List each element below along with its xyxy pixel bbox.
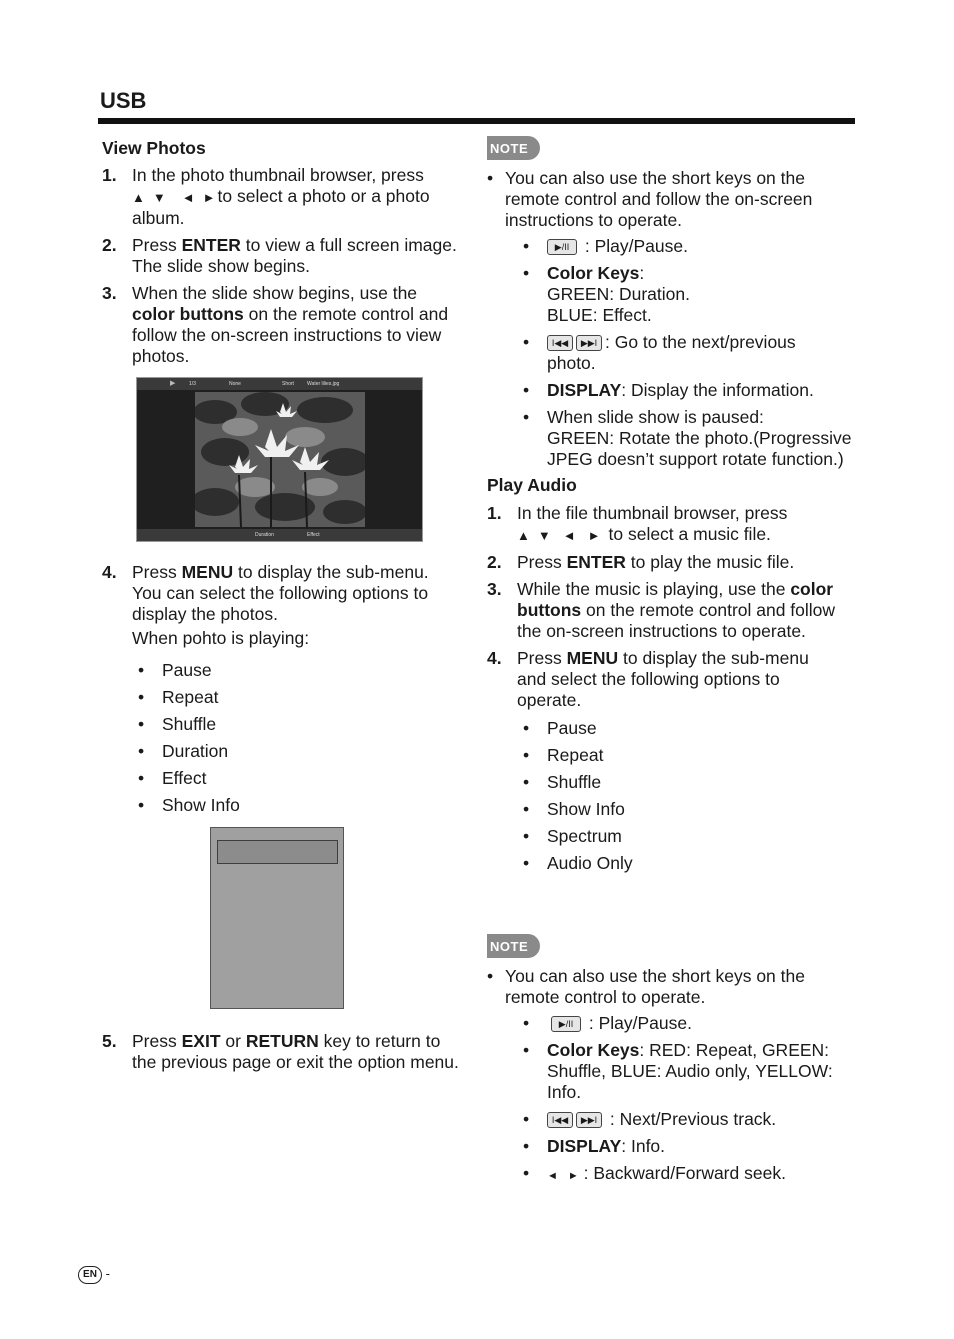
step-text: In the file thumbnail browser, press xyxy=(517,503,788,523)
exit-key-label: EXIT xyxy=(181,1031,221,1051)
note-text: BLUE: Effect. xyxy=(547,305,652,325)
menu-key-label: MENU xyxy=(181,562,234,582)
step-text: to display the sub-menu. You can select the following options to display the photos. xyxy=(132,562,429,624)
list-item: • Pause xyxy=(487,718,837,739)
previous-key-icon: I◀◀ xyxy=(547,335,573,351)
step-text: When the slide show begins, use the xyxy=(132,283,418,303)
note-text: : Display the information. xyxy=(621,380,814,400)
step-number: 3. xyxy=(102,283,117,303)
note-text: : xyxy=(639,263,645,283)
audio-step-1 xyxy=(487,503,837,546)
note-item-display xyxy=(487,1136,847,1157)
arrow-down-icon: ▼ xyxy=(537,528,551,543)
photo-step-1 xyxy=(102,165,462,229)
list-item: • Shuffle xyxy=(102,714,462,735)
osd-effect-label: Effect xyxy=(307,532,320,538)
play-audio-heading: Play Audio xyxy=(487,475,577,495)
previous-key-icon: I◀◀ xyxy=(547,1112,573,1128)
audio-step-2 xyxy=(487,552,837,573)
arrow-left-icon: ◄ xyxy=(562,528,576,543)
step-text: Press xyxy=(132,1031,182,1051)
list-item: • Spectrum xyxy=(487,826,837,847)
photo-options-list xyxy=(102,660,462,816)
color-buttons-label: color buttons xyxy=(132,304,244,324)
osd-top-bar xyxy=(137,378,422,390)
note-item-display xyxy=(487,380,882,401)
note-item-color-keys xyxy=(487,263,882,326)
osd-filename: Water lilies.jpg xyxy=(307,381,340,387)
step-number: 4. xyxy=(487,648,502,668)
note-text: : RED: Repeat, GREEN: Shuffle, BLUE: Audio only, YELLOW: Info. xyxy=(547,1040,833,1102)
step-text: or xyxy=(220,1031,246,1051)
note-text: : Next/Previous track. xyxy=(605,1109,777,1129)
return-key-label: RETURN xyxy=(245,1031,319,1051)
step-number: 5. xyxy=(102,1031,117,1051)
list-item: • Shuffle xyxy=(487,772,837,793)
submenu-screenshot xyxy=(210,827,344,1009)
osd-bottom-bar xyxy=(137,529,422,541)
note-text: GREEN: Duration. xyxy=(547,284,690,304)
step-text: to select a music file. xyxy=(608,524,771,544)
view-photos-heading: View Photos xyxy=(102,138,206,158)
note-text: : Play/Pause. xyxy=(584,1013,692,1033)
step-text: on the remote control and follow the on-screen instructions to view photos. xyxy=(132,304,449,366)
arrow-left-icon: ◄ xyxy=(547,1170,558,1182)
note-intro: • You can also use the short keys on the remote control to operate. xyxy=(487,966,845,1008)
right-column-audio xyxy=(487,475,837,874)
list-item: • Pause xyxy=(102,660,462,681)
note-item-play-pause xyxy=(487,236,882,257)
step-number: 4. xyxy=(102,562,117,582)
photo-step-3 xyxy=(102,283,462,367)
note-text: When slide show is paused: xyxy=(547,407,764,427)
next-key-icon: ▶▶I xyxy=(576,1112,602,1128)
color-keys-label: Color Keys xyxy=(547,263,640,283)
note-text: : Info. xyxy=(621,1136,666,1156)
step-text: While the music is playing, use the xyxy=(517,579,791,599)
note-intro: • You can also use the short keys on the remote control and follow the on-screen instructions to operate. xyxy=(487,168,855,231)
osd-duration: Short xyxy=(282,381,294,387)
enter-key-label: ENTER xyxy=(181,235,241,255)
note-text: : Backward/Forward seek. xyxy=(578,1163,786,1183)
step-text: on the remote control and follow the on-screen instructions to operate. xyxy=(517,600,836,641)
note-text: : Play/Pause. xyxy=(580,236,688,256)
page-title: USB xyxy=(100,88,147,113)
step-subtext: When pohto is playing: xyxy=(132,628,310,648)
list-item: • Repeat xyxy=(102,687,462,708)
note-item-paused xyxy=(487,407,887,470)
arrow-down-icon: ▼ xyxy=(152,190,166,205)
note-text: : Go to the next/previous photo. xyxy=(547,332,796,373)
audio-step-3 xyxy=(487,579,837,642)
photo-slideshow-screenshot xyxy=(136,377,423,542)
step-number: 2. xyxy=(487,552,502,572)
play-pause-key-icon: ▶/II xyxy=(551,1016,581,1032)
step-text: to display the sub-menu and select the following options to operate. xyxy=(517,648,809,710)
step-text: Press xyxy=(517,648,567,668)
note-badge: NOTE xyxy=(487,934,540,958)
arrow-right-icon: ► xyxy=(587,528,601,543)
step-number: 3. xyxy=(487,579,502,599)
step-text: In the photo thumbnail browser, press xyxy=(132,165,424,185)
list-item: • Show Info xyxy=(102,795,462,816)
left-column-bottom xyxy=(102,1031,462,1073)
osd-repeat: None xyxy=(229,381,241,387)
menu-key-label: MENU xyxy=(566,648,619,668)
list-item: • Effect xyxy=(102,768,462,789)
color-buttons-label: color buttons xyxy=(517,579,834,620)
color-keys-label: Color Keys xyxy=(547,1040,640,1060)
note-badge: NOTE xyxy=(487,136,540,160)
osd-play-icon: ▶ xyxy=(170,380,176,387)
step-text: Press xyxy=(132,562,182,582)
audio-step-4 xyxy=(487,648,837,711)
water-lilies-photo xyxy=(195,392,365,527)
arrow-right-icon: ► xyxy=(202,190,216,205)
play-pause-key-icon: ▶/II xyxy=(547,239,577,255)
right-column-note2 xyxy=(487,934,847,1187)
step-text: to view a full screen image. The slide show begins. xyxy=(132,235,457,276)
osd-duration-label: Duration xyxy=(255,532,274,538)
note-item-play-pause xyxy=(487,1013,847,1034)
step-text: key to return to the previous page or exit the option menu. xyxy=(132,1031,459,1072)
step-number: 1. xyxy=(487,503,502,523)
note-item-next-prev xyxy=(487,332,847,374)
next-key-icon: ▶▶I xyxy=(576,335,602,351)
arrow-right-icon: ► xyxy=(567,1170,579,1182)
left-column-lower xyxy=(102,562,462,816)
arrow-up-icon: ▲ xyxy=(517,528,530,543)
osd-index: 1/3 xyxy=(189,381,196,387)
audio-options-list xyxy=(487,718,837,874)
right-column xyxy=(487,136,882,470)
note-item-next-prev xyxy=(487,1109,847,1130)
note-text: GREEN: Rotate the photo.(Progressive JPEG doesn’t support rotate function.) xyxy=(547,428,852,469)
language-badge: EN xyxy=(78,1266,102,1284)
note-item-seek xyxy=(487,1163,847,1187)
page-number-dash: - xyxy=(105,1266,110,1281)
note-item-color-keys xyxy=(487,1040,847,1103)
photo-step-2 xyxy=(102,235,462,277)
list-item: • Repeat xyxy=(487,745,837,766)
step-text: Press xyxy=(517,552,567,572)
step-text: Press xyxy=(132,235,182,255)
list-item: • Duration xyxy=(102,741,462,762)
display-key-label: DISPLAY xyxy=(547,1136,622,1156)
enter-key-label: ENTER xyxy=(566,552,626,572)
photo-step-5 xyxy=(102,1031,462,1073)
arrow-left-icon: ◄ xyxy=(181,190,195,205)
submenu-selected-item xyxy=(217,840,338,864)
title-rule xyxy=(98,118,855,124)
display-key-label: DISPLAY xyxy=(547,380,622,400)
step-text: to play the music file. xyxy=(625,552,795,572)
list-item: • Audio Only xyxy=(487,853,837,874)
left-column xyxy=(102,138,462,367)
page-footer xyxy=(78,1265,110,1284)
list-item: • Show Info xyxy=(487,799,837,820)
step-number: 2. xyxy=(102,235,117,255)
step-number: 1. xyxy=(102,165,117,185)
arrow-up-icon: ▲ xyxy=(132,190,145,205)
photo-step-4 xyxy=(102,562,462,649)
step-text: to select a photo or a photo album. xyxy=(132,186,430,228)
